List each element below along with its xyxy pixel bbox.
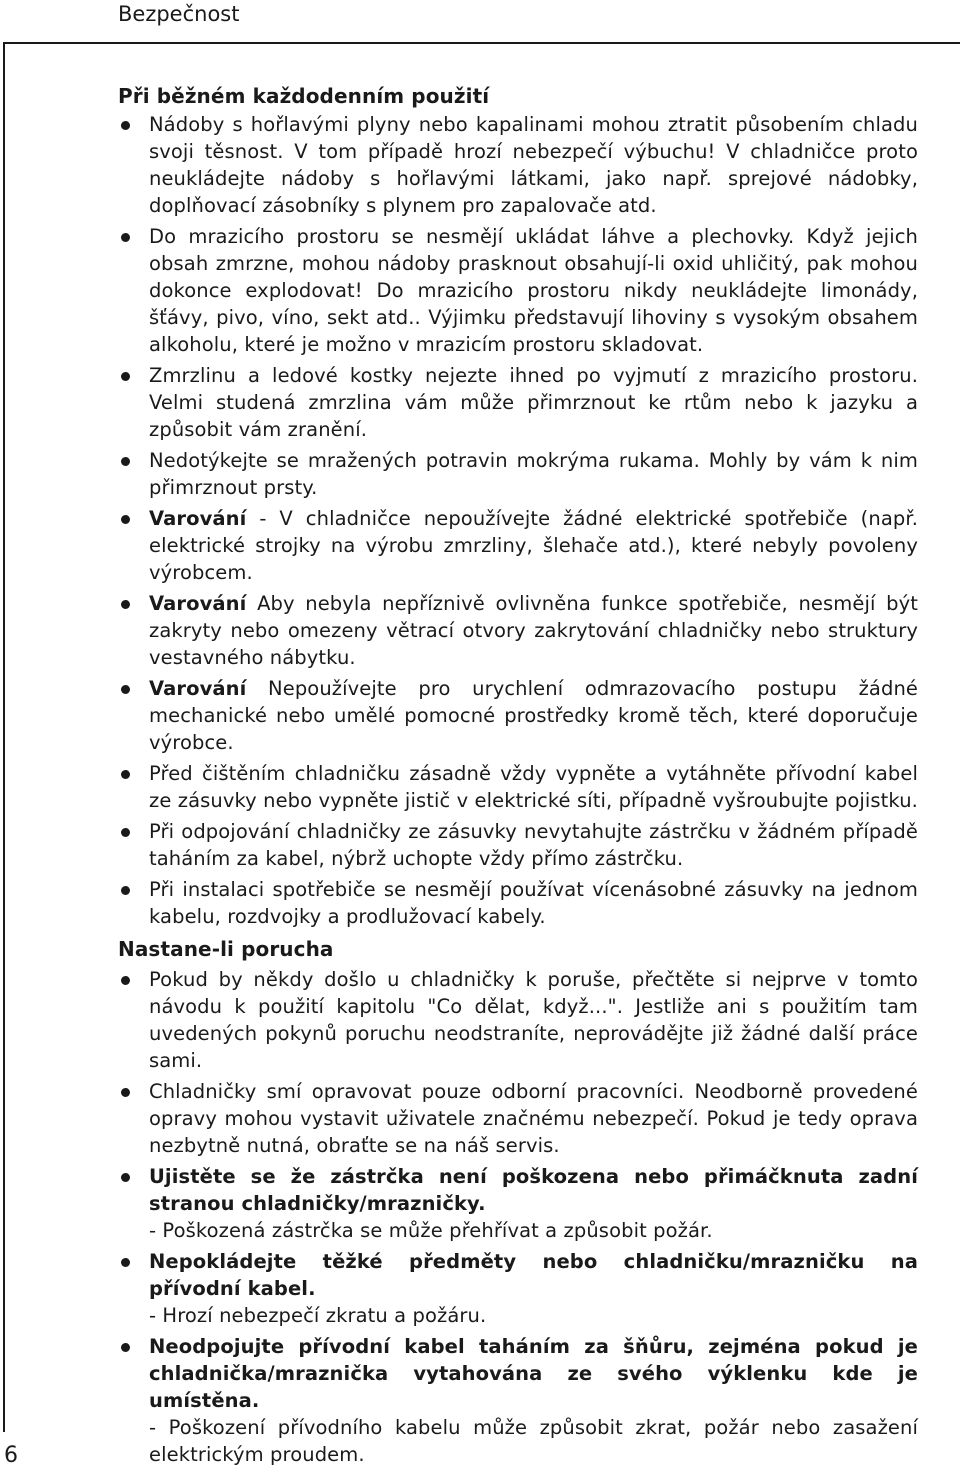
item-text: Pokud by někdy došlo u chladničky k poruše, přečtěte si nejprve v tomto návodu k použití kapitolu "Co dělat, když...". Jestliže ani s použitím tam uvedených pokynů poruchu neodstraníte, neprovádějte již žádné další práce sami. bbox=[149, 968, 918, 1072]
frame-left-rule bbox=[3, 42, 5, 1432]
list-item-bold bbox=[118, 1333, 918, 1468]
list-item-warning bbox=[118, 675, 918, 756]
item-text: - V chladničce nepoužívejte žádné elektrické spotřebiče (např. elektrické strojky na výrobu zmrzliny, šlehače atd.), které nebyly povoleny výrobcem. bbox=[149, 507, 918, 584]
everyday-use-list bbox=[118, 111, 918, 930]
item-bold-text: Neodpojujte přívodní kabel taháním za šňůru, zejména pokud je chladnička/mraznička vytahována ze svého výklenku kde je umístěna. bbox=[149, 1335, 918, 1412]
list-item-bold bbox=[118, 1163, 918, 1244]
item-note: - Hrozí nebezpečí zkratu a požáru. bbox=[149, 1304, 487, 1327]
warning-label: Varování bbox=[149, 677, 247, 700]
item-bold-text: Nepokládejte těžké předměty nebo chladničku/mrazničku na přívodní kabel. bbox=[149, 1250, 918, 1300]
item-text: Do mrazicího prostoru se nesmějí ukládat láhve a plechovky. Když jejich obsah zmrzne, mohou nádoby prasknout obsahují-li oxid uhličitý, pak mohou dokonce explodovat! Do mrazicího prostoru nikdy neukládejte limonády, šťávy, pivo, víno, sekt atd.. Výjimku představují lihoviny s vysokým obsahem alkoholu, které je možno v mrazicím prostoru skladovat. bbox=[149, 225, 918, 356]
list-item bbox=[118, 447, 918, 501]
warning-label: Varování bbox=[149, 592, 247, 615]
list-item bbox=[118, 223, 918, 358]
list-item bbox=[118, 818, 918, 872]
item-note: - Poškozená zástrčka se může přehřívat a způsobit požár. bbox=[149, 1219, 713, 1242]
item-text: Zmrzlinu a ledové kostky nejezte ihned po vyjmutí z mrazicího prostoru. Velmi studená zmrzlina vám může přimrznout ke rtům nebo k jazyku a způsobit vám zranění. bbox=[149, 364, 918, 441]
item-text: Při odpojování chladničky ze zásuvky nevytahujte zástrčku v žádném případě taháním za kabel, nýbrž uchopte vždy přímo zástrčku. bbox=[149, 820, 918, 870]
item-text: Před čištěním chladničku zásadně vždy vypněte a vytáhněte přívodní kabel ze zásuvky nebo vypněte jistič v elektrické síti, případně vyšroubujte pojistku. bbox=[149, 762, 918, 812]
list-item-bold bbox=[118, 1248, 918, 1329]
item-text: Nádoby s hořlavými plyny nebo kapalinami mohou ztratit působením chladu svoji těsnost. V tom případě hrozí nebezpečí výbuchu! V chladničce proto neukládejte nádoby s hořlavými látkami, jako např. sprejové nádobky, doplňovací zásobníky s plynem pro zapalovače atd. bbox=[149, 113, 918, 217]
item-text: Aby nebyla nepříznivě ovlivněna funkce spotřebiče, nesmějí být zakryty nebo omezeny větrací otvory zakrytování chladničky nebo struktury vestavného nábytku. bbox=[149, 592, 918, 669]
list-item bbox=[118, 362, 918, 443]
frame-top-rule bbox=[3, 42, 960, 44]
section-heading-everyday-use: Při běžném každodenním použití bbox=[118, 84, 490, 108]
item-text: Chladničky smí opravovat pouze odborní pracovníci. Neodborně provedené opravy mohou vystavit uživatele značnému nebezpečí. Pokud je tedy oprava nezbytně nutná, obraťte se na náš servis. bbox=[149, 1080, 918, 1157]
page-header-title: Bezpečnost bbox=[118, 2, 240, 26]
item-text: Nedotýkejte se mražených potravin mokrýma rukama. Mohly by vám k nim přimrznout prsty. bbox=[149, 449, 918, 499]
list-item bbox=[118, 876, 918, 930]
item-note: - Poškození přívodního kabelu může způsobit zkrat, požár nebo zasažení elektrickým proudem. bbox=[149, 1416, 918, 1466]
item-bold-text: Ujistěte se že zástrčka není poškozena nebo přimáčknuta zadní stranou chladničky/mrazničky. bbox=[149, 1165, 918, 1215]
list-item bbox=[118, 111, 918, 219]
list-item-warning bbox=[118, 505, 918, 586]
page-number: 6 bbox=[4, 1443, 18, 1468]
document-body bbox=[118, 81, 918, 1472]
list-item bbox=[118, 1078, 918, 1159]
malfunction-list bbox=[118, 966, 918, 1468]
list-item bbox=[118, 760, 918, 814]
list-item-warning bbox=[118, 590, 918, 671]
list-item bbox=[118, 966, 918, 1074]
warning-label: Varování bbox=[149, 507, 247, 530]
section-heading-malfunction: Nastane-li porucha bbox=[118, 937, 334, 961]
item-text: Při instalaci spotřebiče se nesmějí používat vícenásobné zásuvky na jednom kabelu, rozdvojky a prodlužovací kabely. bbox=[149, 878, 918, 928]
item-text: Nepoužívejte pro urychlení odmrazovacího postupu žádné mechanické nebo umělé pomocné prostředky kromě těch, které doporučuje výrobce. bbox=[149, 677, 918, 754]
